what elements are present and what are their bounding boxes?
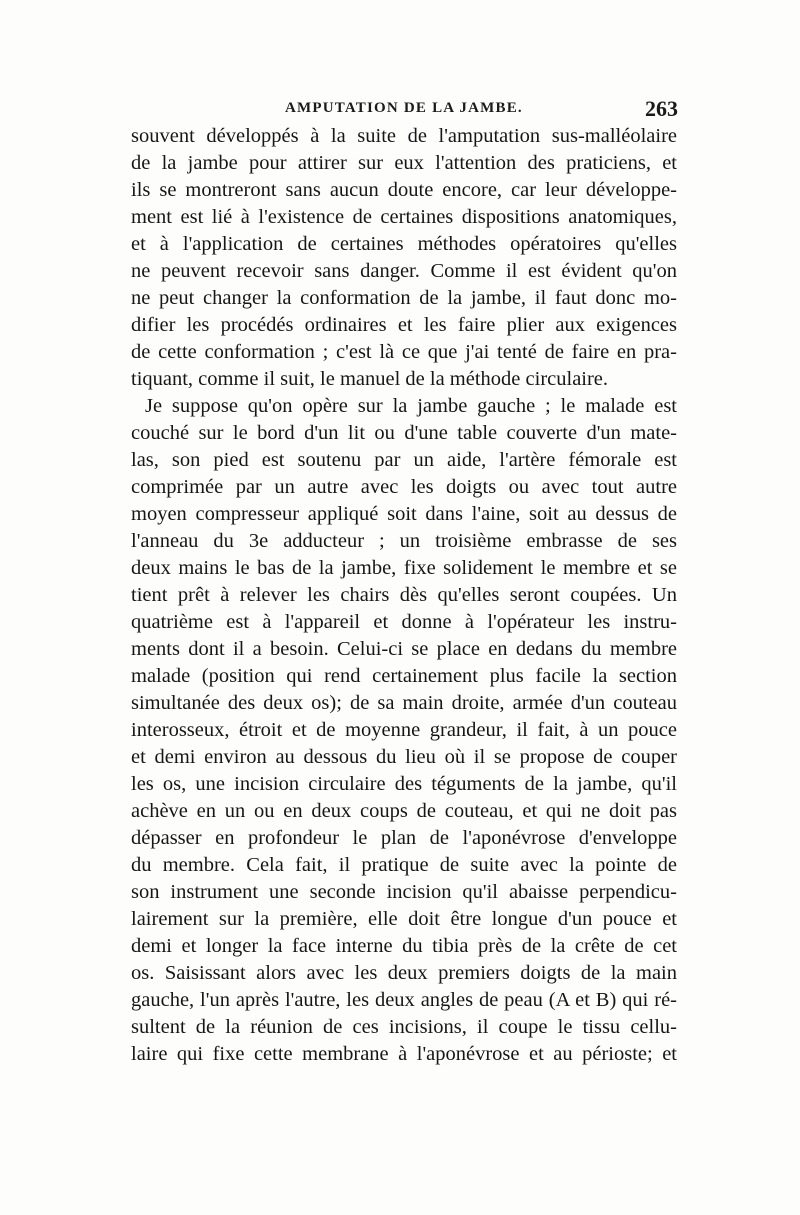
body-text — [131, 123, 677, 1068]
text-line: souvent développés à la suite de l'amputation sus-malléolaire — [131, 125, 677, 147]
text-line: et demi environ au dessous du lieu où il se propose de couper — [131, 746, 677, 768]
text-line: os. Saisissant alors avec les deux premiers doigts de la main — [131, 962, 677, 984]
text-line: sultent de la réunion de ces incisions, il coupe le tissu cellu- — [131, 1016, 677, 1038]
text-line: tient prêt à relever les chairs dès qu'elles seront coupées. Un — [131, 584, 677, 606]
text-line: ne peuvent recevoir sans danger. Comme il est évident qu'on — [131, 260, 677, 282]
text-line: demi et longer la face interne du tibia près de la crête de cet — [131, 935, 677, 957]
text-line: deux mains le bas de la jambe, fixe solidement le membre et se — [131, 557, 677, 579]
text-line: simultanée des deux os); de sa main droite, armée d'un couteau — [131, 692, 677, 714]
text-line: ne peut changer la conformation de la jambe, il faut donc mo- — [131, 287, 677, 309]
text-line: et à l'application de certaines méthodes opératoires qu'elles — [131, 233, 677, 255]
text-line: laire qui fixe cette membrane à l'aponévrose et au périoste; et — [131, 1043, 677, 1065]
text-line: malade (position qui rend certainement plus facile la section — [131, 665, 677, 687]
text-line: comprimée par un autre avec les doigts ou avec tout autre — [131, 476, 677, 498]
text-line: dépasser en profondeur le plan de l'aponévrose d'enveloppe — [131, 827, 677, 849]
page-header — [130, 96, 678, 126]
text-line: lairement sur la première, elle doit être longue d'un pouce et — [131, 908, 677, 930]
running-title: AMPUTATION DE LA JAMBE. — [285, 100, 523, 116]
text-line: l'anneau du 3e adducteur ; un troisième embrasse de ses — [131, 530, 677, 552]
text-line: ments dont il a besoin. Celui-ci se place en dedans du membre — [131, 638, 677, 660]
text-line: las, son pied est soutenu par un aide, l'artère fémorale est — [131, 449, 677, 471]
text-line: tiquant, comme il suit, le manuel de la méthode circulaire. — [131, 368, 609, 390]
text-line: quatrième est à l'appareil et donne à l'opérateur les instru- — [131, 611, 677, 633]
text-line: Je suppose qu'on opère sur la jambe gauche ; le malade est — [145, 395, 677, 417]
text-line: interosseux, étroit et de moyenne grandeur, il fait, à un pouce — [131, 719, 677, 741]
text-line: couché sur le bord d'un lit ou d'une table couverte d'un mate- — [131, 422, 677, 444]
page-number: 263 — [645, 96, 678, 121]
text-line: de cette conformation ; c'est là ce que j'ai tenté de faire en pra- — [131, 341, 677, 363]
text-line: de la jambe pour attirer sur eux l'attention des praticiens, et — [131, 152, 677, 174]
text-line: moyen compresseur appliqué soit dans l'aine, soit au dessus de — [131, 503, 677, 525]
text-line: ils se montreront sans aucun doute encore, car leur développe- — [131, 179, 677, 201]
text-line: son instrument une seconde incision qu'il abaisse perpendicu- — [131, 881, 677, 903]
text-line: ment est lié à l'existence de certaines dispositions anatomiques, — [131, 206, 677, 228]
text-line: gauche, l'un après l'autre, les deux angles de peau (A et B) qui ré- — [131, 989, 677, 1011]
text-line: les os, une incision circulaire des téguments de la jambe, qu'il — [131, 773, 677, 795]
text-line: achève en un ou en deux coups de couteau, et qui ne doit pas — [131, 800, 677, 822]
text-line: difier les procédés ordinaires et les faire plier aux exigences — [131, 314, 677, 336]
text-line: du membre. Cela fait, il pratique de suite avec la pointe de — [131, 854, 677, 876]
